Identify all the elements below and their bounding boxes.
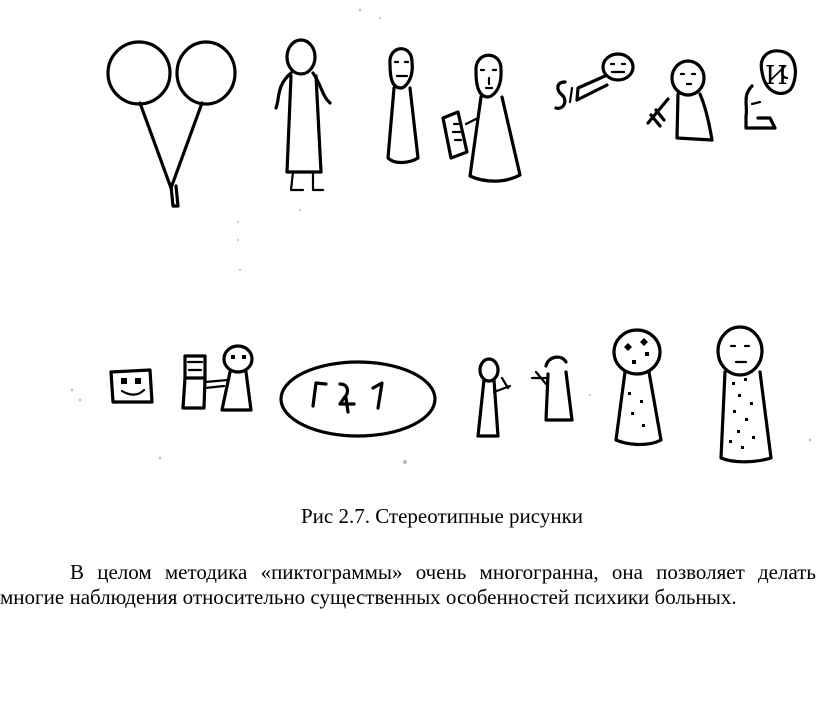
- balloons-icon: [108, 42, 235, 206]
- person-with-paper-icon: [443, 55, 520, 181]
- pointing-hand-icon: [556, 54, 633, 108]
- person-writing-icon: [648, 61, 712, 140]
- oval-with-symbols-icon: [281, 362, 435, 436]
- person-figure-icon: [388, 49, 418, 163]
- figure-caption: Рис 2.7. Стереотипные рисунки: [300, 504, 584, 528]
- scan-noise: [71, 9, 811, 464]
- body-paragraph: В целом методика «пиктограммы» очень многогранна, она позволяет делать многие наблюдения относительно существенных особенностей психики больных.: [0, 560, 816, 609]
- square-face-icon: [111, 370, 152, 402]
- small-figure-icon: [532, 357, 572, 420]
- small-figure-icon: [478, 359, 510, 436]
- tall-dotted-figure-icon: [718, 327, 771, 462]
- head-with-initials-icon: [746, 51, 795, 128]
- two-people-icon: [183, 346, 252, 410]
- svg-text:И: И: [765, 61, 788, 91]
- tall-spotted-figure-icon: [614, 330, 661, 445]
- standing-person-icon: [276, 40, 330, 190]
